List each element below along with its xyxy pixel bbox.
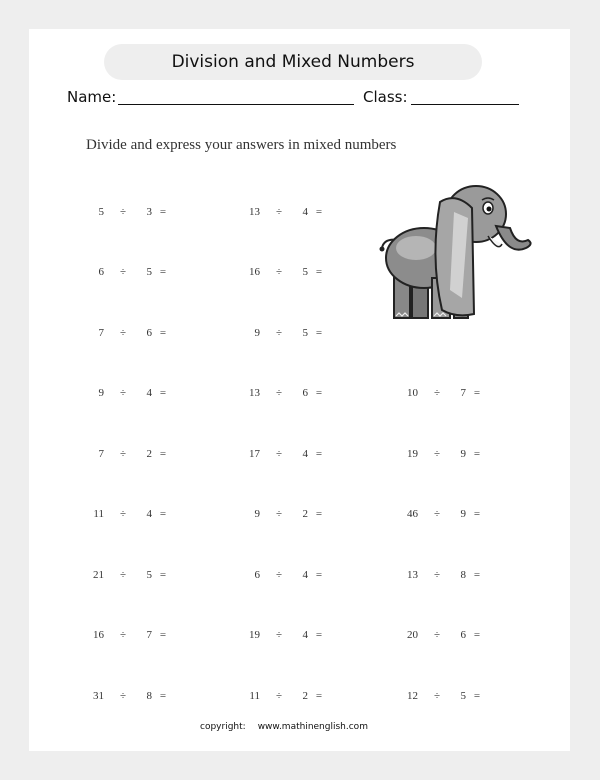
- dividend: 21: [93, 569, 104, 581]
- equals-sign: =: [159, 629, 167, 641]
- divisor: 9: [460, 448, 466, 460]
- dividend: 7: [98, 448, 104, 460]
- dividend: 9: [254, 327, 260, 339]
- divisor: 6: [460, 629, 466, 641]
- divisor: 9: [460, 508, 466, 520]
- divisor: 2: [302, 690, 308, 702]
- division-operator: ÷: [433, 508, 441, 520]
- elephant-icon: [376, 178, 536, 326]
- class-field[interactable]: [411, 104, 519, 105]
- copyright-footer: [200, 722, 368, 732]
- website-link[interactable]: www.mathinenglish.com: [257, 722, 368, 732]
- divisor: 7: [146, 629, 152, 641]
- equals-sign: =: [159, 448, 167, 460]
- equals-sign: =: [315, 206, 323, 218]
- dividend: 17: [249, 448, 260, 460]
- divisor: 8: [146, 690, 152, 702]
- dividend: 9: [254, 508, 260, 520]
- dividend: 19: [249, 629, 260, 641]
- division-operator: ÷: [119, 569, 127, 581]
- division-operator: ÷: [433, 569, 441, 581]
- divisor: 5: [460, 690, 466, 702]
- divisor: 3: [146, 206, 152, 218]
- equals-sign: =: [159, 569, 167, 581]
- dividend: 6: [254, 569, 260, 581]
- dividend: 12: [407, 690, 418, 702]
- divisor: 5: [302, 327, 308, 339]
- divisor: 6: [302, 387, 308, 399]
- division-operator: ÷: [119, 508, 127, 520]
- equals-sign: =: [473, 690, 481, 702]
- worksheet-title: [104, 44, 482, 80]
- divisor: 5: [146, 266, 152, 278]
- division-operator: ÷: [275, 206, 283, 218]
- equals-sign: =: [159, 690, 167, 702]
- division-operator: ÷: [275, 629, 283, 641]
- division-operator: ÷: [275, 387, 283, 399]
- dividend: 46: [407, 508, 418, 520]
- divisor: 4: [302, 206, 308, 218]
- equals-sign: =: [473, 387, 481, 399]
- equals-sign: =: [159, 206, 167, 218]
- dividend: 13: [407, 569, 418, 581]
- division-operator: ÷: [119, 629, 127, 641]
- dividend: 10: [407, 387, 418, 399]
- dividend: 20: [407, 629, 418, 641]
- name-field[interactable]: [118, 104, 354, 105]
- divisor: 2: [146, 448, 152, 460]
- division-operator: ÷: [275, 690, 283, 702]
- dividend: 6: [98, 266, 104, 278]
- divisor: 2: [302, 508, 308, 520]
- divisor: 6: [146, 327, 152, 339]
- division-operator: ÷: [433, 690, 441, 702]
- divisor: 5: [302, 266, 308, 278]
- dividend: 16: [249, 266, 260, 278]
- division-operator: ÷: [119, 448, 127, 460]
- dividend: 13: [249, 206, 260, 218]
- division-operator: ÷: [433, 448, 441, 460]
- equals-sign: =: [159, 327, 167, 339]
- division-operator: ÷: [275, 266, 283, 278]
- division-operator: ÷: [119, 387, 127, 399]
- equals-sign: =: [315, 569, 323, 581]
- dividend: 16: [93, 629, 104, 641]
- equals-sign: =: [473, 569, 481, 581]
- division-operator: ÷: [119, 327, 127, 339]
- division-operator: ÷: [119, 266, 127, 278]
- dividend: 5: [98, 206, 104, 218]
- equals-sign: =: [315, 629, 323, 641]
- divisor: 8: [460, 569, 466, 581]
- division-operator: ÷: [275, 448, 283, 460]
- division-operator: ÷: [119, 206, 127, 218]
- equals-sign: =: [473, 508, 481, 520]
- equals-sign: =: [473, 629, 481, 641]
- divisor: 4: [302, 629, 308, 641]
- equals-sign: =: [315, 387, 323, 399]
- equals-sign: =: [315, 327, 323, 339]
- equals-sign: =: [315, 690, 323, 702]
- dividend: 11: [93, 508, 104, 520]
- divisor: 4: [302, 569, 308, 581]
- instructions: Divide and express your answers in mixed numbers: [86, 137, 397, 153]
- divisor: 4: [146, 387, 152, 399]
- dividend: 31: [93, 690, 104, 702]
- division-operator: ÷: [275, 569, 283, 581]
- dividend: 19: [407, 448, 418, 460]
- equals-sign: =: [159, 508, 167, 520]
- divisor: 5: [146, 569, 152, 581]
- division-operator: ÷: [119, 690, 127, 702]
- equals-sign: =: [473, 448, 481, 460]
- name-label: Name:: [67, 88, 117, 106]
- equals-sign: =: [159, 387, 167, 399]
- class-label: Class:: [363, 88, 408, 106]
- division-operator: ÷: [275, 508, 283, 520]
- division-operator: ÷: [275, 327, 283, 339]
- dividend: 11: [249, 690, 260, 702]
- divisor: 7: [460, 387, 466, 399]
- equals-sign: =: [315, 448, 323, 460]
- division-operator: ÷: [433, 629, 441, 641]
- equals-sign: =: [159, 266, 167, 278]
- dividend: 7: [98, 327, 104, 339]
- divisor: 4: [302, 448, 308, 460]
- dividend: 9: [98, 387, 104, 399]
- equals-sign: =: [315, 266, 323, 278]
- copyright-label: copyright:: [200, 722, 246, 732]
- equals-sign: =: [315, 508, 323, 520]
- dividend: 13: [249, 387, 260, 399]
- title-text: Division and Mixed Numbers: [171, 52, 415, 72]
- divisor: 4: [146, 508, 152, 520]
- division-operator: ÷: [433, 387, 441, 399]
